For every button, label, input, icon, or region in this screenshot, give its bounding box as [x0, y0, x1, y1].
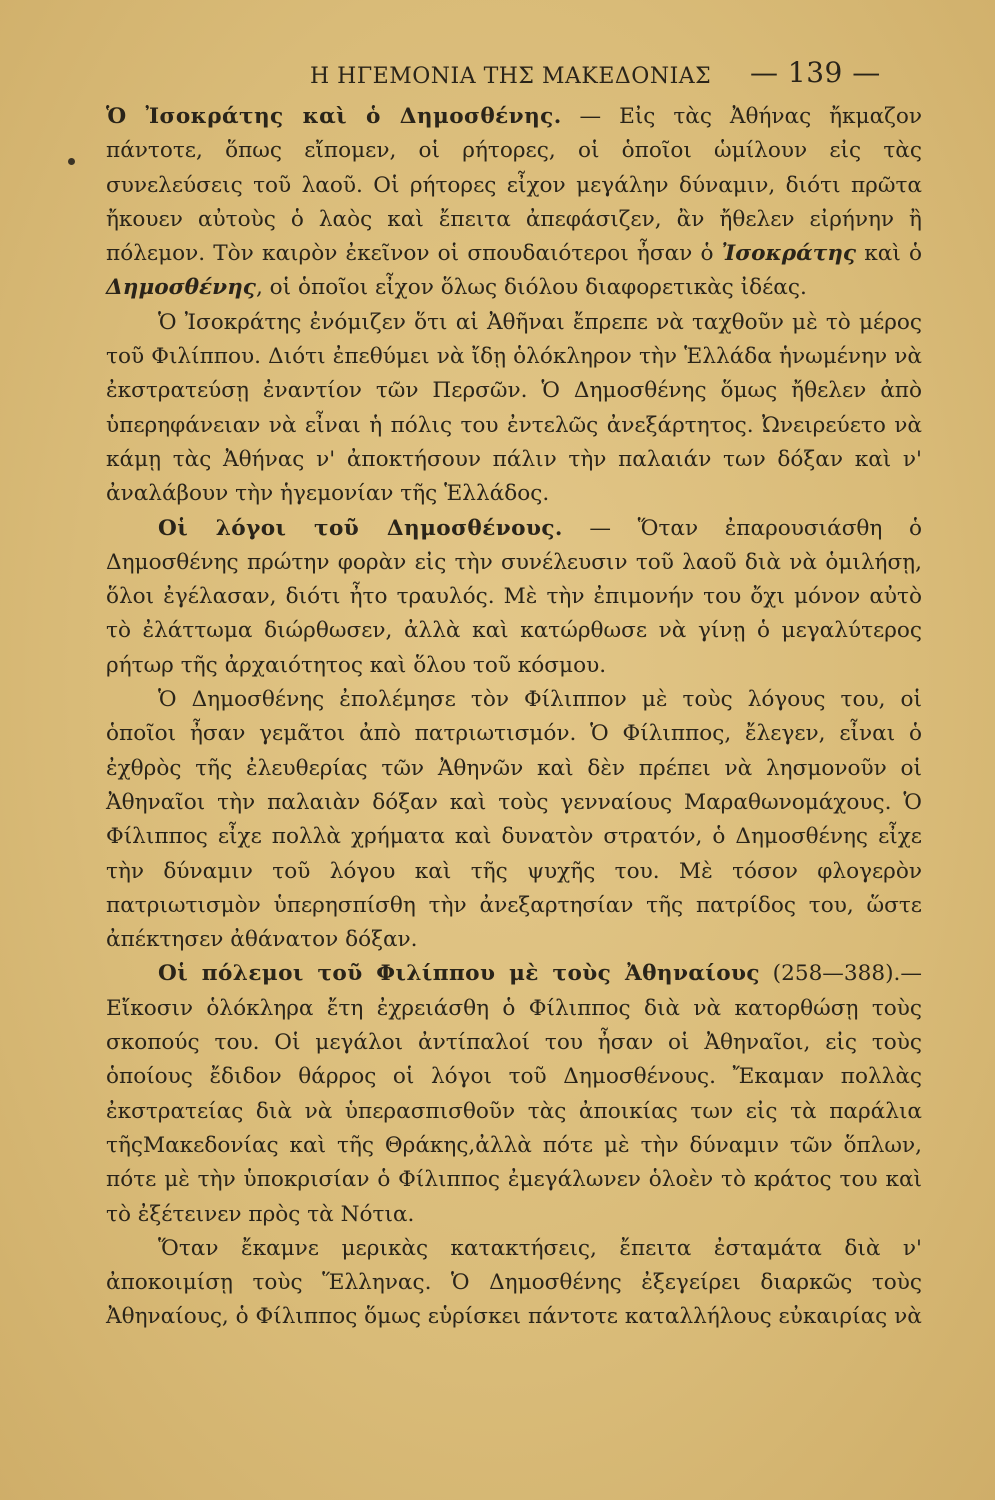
paragraph: [106, 957, 922, 1231]
section-heading: Οἱ πόλεμοι τοῦ Φιλίππου μὲ τοὺς Ἀθηναίους: [158, 961, 760, 987]
paragraph-text: (258—388).—Εἴκοσιν ὁλόκληρα ἔτη ἐχρειάσθη ὁ Φίλιππος διὰ νὰ κατορθώσῃ τοὺς σκοπούς του. Οἱ μεγάλοι ἀντίπαλοί του ἦσαν οἱ Ἀθηναῖοι, εἰς τοὺς ὁποίους ἔδιδον θάρρος οἱ λόγοι τοῦ Δημοσθένους. Ἔκαμαν πολλὰς ἐκστρατείας διὰ νὰ ὑπερασπισθοῦν τὰς ἀποικίας των εἰς τὰ παράλια τῆςΜακεδονίας καὶ τῆς Θράκης,ἀλλὰ πότε μὲ τὴν δύναμιν τῶν ὅπλων, πότε μὲ τὴν ὑποκρισίαν ὁ Φίλιππος ἐμεγάλωνεν ὁλοὲν τὸ κράτος του καὶ τὸ ἐξέτεινεν πρὸς τὰ Νότια.: [106, 961, 922, 1227]
paragraph: Ὁ Ἰσοκράτης ἐνόμιζεν ὅτι αἱ Ἀθῆναι ἔπρεπε νὰ ταχθοῦν μὲ τὸ μέρος τοῦ Φιλίππου. Διότι ἐπεθύμει νὰ ἴδῃ ὁλόκληρον τὴν Ἑλλάδα ἡνωμένην νὰ ἐκστρατεύσῃ ἐναντίον τῶν Περσῶν. Ὁ Δημοσθένης ὅμως ἤθελεν ἀπὸ ὑπερηφάνειαν νὰ εἶναι ἡ πόλις του ἐντελῶς ἀνεξάρτητος. Ὠνειρεύετο νὰ κάμῃ τὰς Ἀθήνας ν' ἀποκτήσουν πάλιν τὴν παλαιάν των δόξαν καὶ ν' ἀναλάβουν τὴν ἡγεμονίαν τῆς Ἑλλάδος.: [106, 309, 922, 507]
paragraph-text: καὶ ὁ: [856, 241, 922, 267]
paragraph: [106, 100, 922, 306]
emphasized-name: Δημοσθένης: [106, 275, 256, 301]
margin-dot-mark: [68, 158, 75, 165]
body-text: [106, 100, 922, 1335]
page-number: — 139 —: [750, 56, 881, 89]
running-title: Η ΗΓΕΜΟΝΙΑ ΤΗΣ ΜΑΚΕΔΟΝΙΑΣ: [310, 64, 712, 89]
paragraph-text: , οἱ ὁποῖοι εἶχον ὅλως διόλου διαφορετικὰς ἰδέας.: [255, 275, 807, 301]
section-heading: Οἱ λόγοι τοῦ Δημοσθένους.: [158, 515, 563, 541]
paragraph-text: — Ὅταν ἐπαρουσιάσθη ὁ Δημοσθένης πρώτην φορὰν εἰς τὴν συνέλευσιν τοῦ λαοῦ διὰ νὰ ὁμιλήσῃ, ὅλοι ἐγέλασαν, διότι ἦτο τραυλός. Μὲ τὴν ἐπιμονήν του ὄχι μόνον αὐτὸ τὸ ἐλάττωμα διώρθωσεν, ἀλλὰ καὶ κατώρθωσε νὰ γίνῃ ὁ μεγαλύτερος ρήτωρ τῆς ἀρχαιότητος καὶ ὅλου τοῦ κόσμου.: [106, 515, 922, 678]
page-header: [310, 56, 910, 96]
paragraph-text: — Εἰς τὰς Ἀθήνας ἤκμαζον πάντοτε, ὅπως εἴπομεν, οἱ ρήτορες, οἱ ὁποῖοι ὡμίλουν εἰς τὰς συνελεύσεις τοῦ λαοῦ. Οἱ ρήτορες εἶχον μεγάλην δύναμιν, διότι πρῶτα ἤκουεν αὐτοὺς ὁ λαὸς καὶ ἔπειτα ἀπεφάσιζεν, ἂν ἤθελεν εἰρήνην ἢ πόλεμον. Τὸν καιρὸν ἐκεῖνον οἱ σπουδαιότεροι ἦσαν ὁ: [106, 104, 922, 267]
paragraph: [106, 512, 922, 683]
section-heading: Ὁ Ἰσοκράτης καὶ ὁ Δημοσθένης.: [106, 104, 562, 129]
emphasized-name: Ἰσοκράτης: [721, 241, 857, 267]
paragraph: Ὅταν ἔκαμνε μερικὰς κατακτήσεις, ἔπειτα ἐσταμάτα διὰ ν' ἀποκοιμίσῃ τοὺς Ἕλληνας. Ὁ Δημοσθένης ἐξεγείρει διαρκῶς τοὺς Ἀθηναίους, ὁ Φίλιππος ὅμως εὑρίσκει πάντοτε καταλλήλους εὐκαιρίας νὰ: [106, 1235, 922, 1330]
paragraph: Ὁ Δημοσθένης ἐπολέμησε τὸν Φίλιππον μὲ τοὺς λόγους του, οἱ ὁποῖοι ἦσαν γεμᾶτοι ἀπὸ πατριωτισμόν. Ὁ Φίλιππος, ἔλεγεν, εἶναι ὁ ἐχθρὸς τῆς ἐλευθερίας τῶν Ἀθηνῶν καὶ δὲν πρέπει νὰ λησμονοῦν οἱ Ἀθηναῖοι τὴν παλαιὰν δόξαν καὶ τοὺς γενναίους Μαραθωνομάχους. Ὁ Φίλιππος εἶχε πολλὰ χρήματα καὶ δυνατὸν στρατόν, ὁ Δημοσθένης εἶχε τὴν δύναμιν τοῦ λόγου καὶ τῆς ψυχῆς του. Μὲ τόσον φλογερὸν πατριωτισμὸν ὑπερησπίσθη τὴν ἀνεξαρτησίαν τῆς πατρίδος του, ὥστε ἀπέκτησεν ἀθάνατον δόξαν.: [106, 687, 922, 953]
